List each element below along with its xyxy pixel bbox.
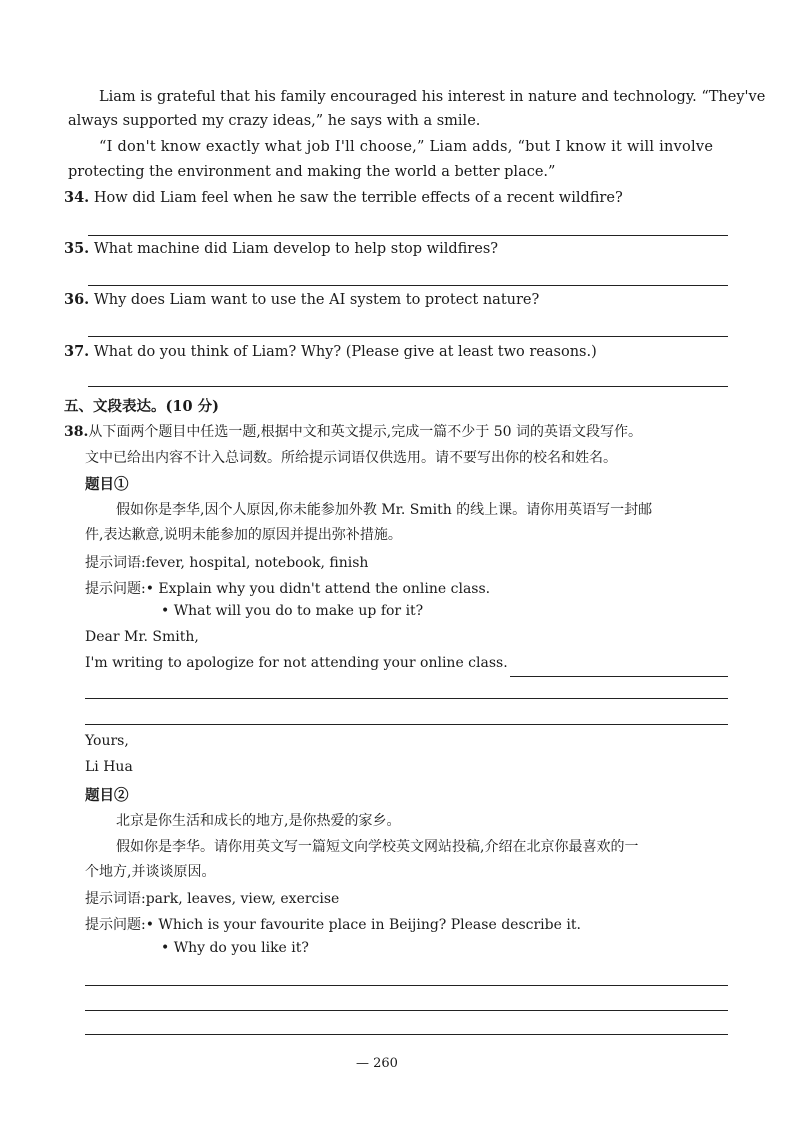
question-37 [64, 343, 597, 360]
passage-line: protecting the environment and making the world a better place.” [68, 164, 556, 180]
q38-instruction-line2: 文中已给出内容不计入总词数。所给提示词语仅供选用。请不要写出你的校名和姓名。 [85, 450, 617, 466]
topic1-hint-words: 提示词语:fever, hospital, notebook, finish [85, 555, 369, 571]
hint-question: • Why do you like it? [161, 940, 309, 956]
passage-line: “I don't know exactly what job I'll choose,” Liam adds, “but I know it will involve [99, 139, 714, 155]
question-text: Why does Liam want to use the AI system to protect nature? [93, 292, 540, 308]
topic2-hint-words: 提示词语:park, leaves, view, exercise [85, 891, 340, 907]
section-heading: 五、文段表达。(10 分) [64, 398, 219, 415]
letter-greeting: Dear Mr. Smith, [85, 629, 199, 645]
question-number: 34. [64, 189, 90, 206]
topic1-desc: 假如你是李华,因个人原因,你未能参加外教 Mr. Smith 的线上课。请你用英语写一封邮 [116, 502, 653, 518]
topic2-hint-questions [85, 914, 581, 934]
question-35 [64, 240, 498, 257]
answer-line[interactable] [88, 285, 728, 286]
topic1-desc: 件,表达歉意,说明未能参加的原因并提出弥补措施。 [85, 527, 402, 543]
hint-label: 提示问题: [85, 581, 146, 597]
question-34 [64, 189, 623, 206]
q38-instruction-line1 [64, 421, 642, 441]
writing-line[interactable] [85, 1034, 728, 1035]
question-text: What machine did Liam develop to help stop wildfires? [93, 241, 499, 257]
answer-line[interactable] [88, 235, 728, 236]
writing-line[interactable] [510, 676, 728, 677]
question-text: How did Liam feel when he saw the terrible effects of a recent wildfire? [93, 190, 623, 206]
writing-line[interactable] [85, 1010, 728, 1011]
topic2-desc: 个地方,并谈谈原因。 [85, 864, 216, 880]
answer-line[interactable] [88, 336, 728, 337]
writing-line[interactable] [85, 985, 728, 986]
hint-question: • Explain why you didn't attend the online class. [145, 581, 491, 597]
topic2-title: 题目② [85, 787, 129, 804]
letter-opening: I'm writing to apologize for not attending your online class. [85, 655, 508, 671]
question-number: 35. [64, 240, 90, 257]
topic2-desc: 假如你是李华。请你用英文写一篇短文向学校英文网站投稿,介绍在北京你最喜欢的一 [116, 839, 639, 855]
passage-line: always supported my crazy ideas,” he says with a smile. [68, 113, 481, 129]
topic1-hint-questions [85, 578, 490, 598]
topic2-intro: 北京是你生活和成长的地方,是你热爱的家乡。 [116, 813, 401, 829]
page-number: — 260 [356, 1056, 398, 1071]
question-36 [64, 291, 539, 308]
question-text: What do you think of Liam? Why? (Please give at least two reasons.) [93, 344, 597, 360]
hint-question: • What will you do to make up for it? [161, 603, 424, 619]
letter-closing: Yours, [85, 733, 129, 749]
writing-line[interactable] [85, 724, 728, 725]
question-number: 38. [64, 424, 89, 440]
question-number: 36. [64, 291, 90, 308]
topic1-title: 题目① [85, 476, 129, 493]
q38-instruction-text: 从下面两个题目中任选一题,根据中文和英文提示,完成一篇不少于 50 词的英语文段写作。 [88, 424, 642, 440]
hint-question: • Which is your favourite place in Beijing? Please describe it. [145, 917, 581, 933]
passage-line: Liam is grateful that his family encouraged his interest in nature and technology. “They've [99, 89, 766, 105]
answer-line[interactable] [88, 386, 728, 387]
writing-line[interactable] [85, 698, 728, 699]
question-number: 37. [64, 343, 90, 360]
hint-label: 提示问题: [85, 917, 146, 933]
letter-signature: Li Hua [85, 759, 133, 775]
